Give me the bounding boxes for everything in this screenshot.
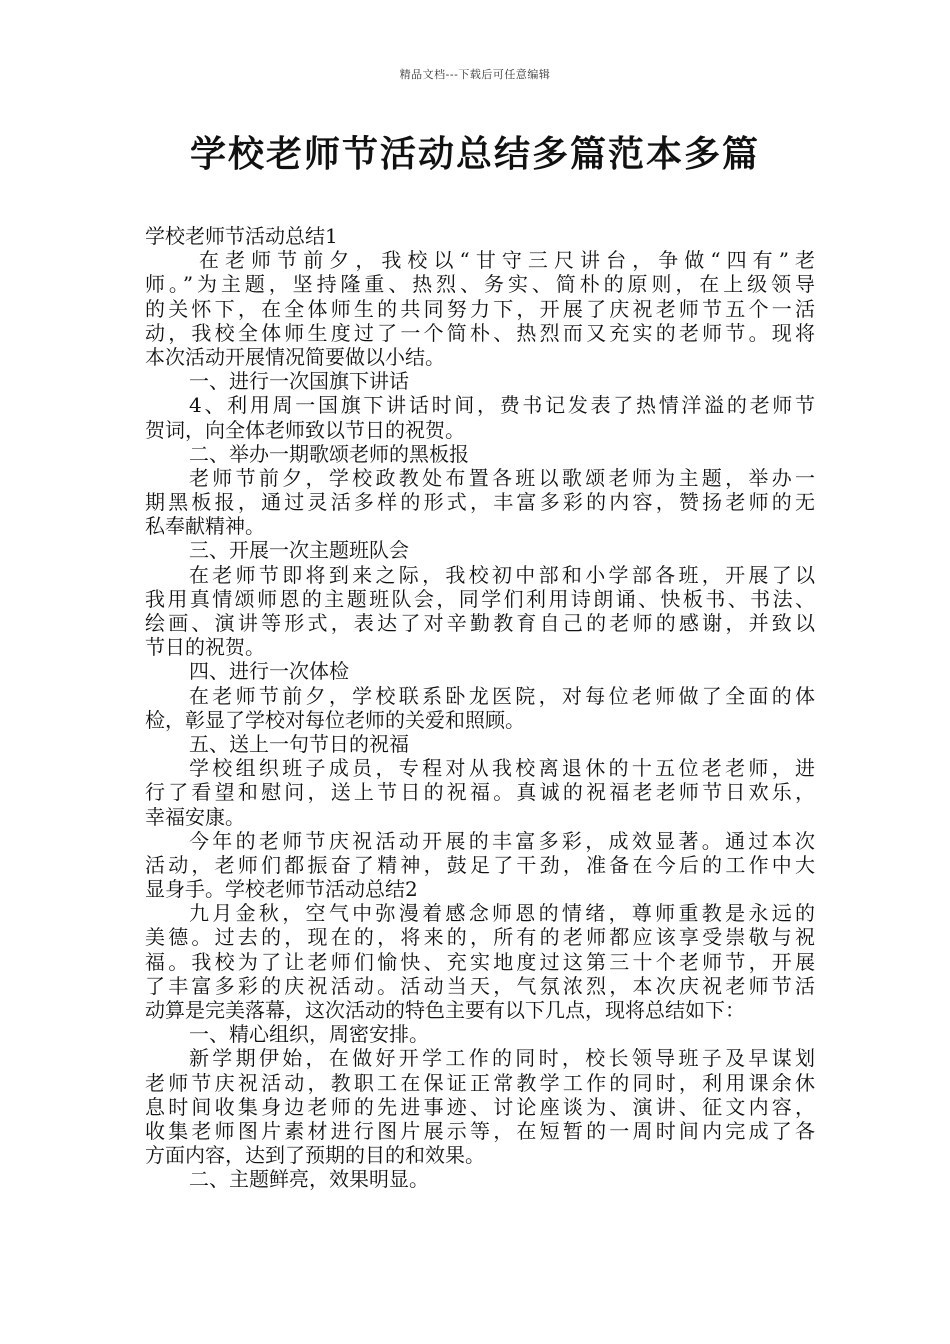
subheading: 一、进行一次国旗下讲话 <box>189 369 409 394</box>
paragraph-line: 显身手。学校老师节活动总结2 <box>145 877 418 902</box>
subheading: 三、开展一次主题班队会 <box>189 538 409 563</box>
paragraph-line: 美德。过去的，现在的，将来的，所有的老师都应该享受崇敬与祝 <box>145 925 815 950</box>
paragraph-line: 福。我校为了让老师们愉快、充实地度过这第三十个老师节，开展 <box>145 949 815 974</box>
paragraph-line: 在老师节即将到来之际，我校初中部和小学部各班，开展了以 <box>189 562 815 587</box>
paragraph-line: 今年的老师节庆祝活动开展的丰富多彩，成效显著。通过本次 <box>189 828 815 853</box>
paragraph-line: 4、利用周一国旗下讲话时间，费书记发表了热情洋溢的老师节 <box>189 393 815 418</box>
header-note: 精品文档---下载后可任意编辑 <box>399 68 551 81</box>
paragraph-line: 老师节前夕，学校政教处布置各班以歌颂老师为主题，举办一 <box>189 465 815 490</box>
subheading: 五、送上一句节日的祝福 <box>189 731 409 756</box>
paragraph-line: 在老师节前夕，学校联系卧龙医院，对每位老师做了全面的体 <box>189 683 815 708</box>
paragraph-line: 在老师节前夕，我校以“甘守三尺讲台，争做“四有”老 <box>199 248 815 273</box>
paragraph-line: 师。”为主题，坚持隆重、热烈、务实、简朴的原则，在上级领导 <box>145 272 815 297</box>
paragraph-line: 新学期伊始，在做好开学工作的同时，校长领导班子及早谋划 <box>189 1046 815 1071</box>
subheading: 二、主题鲜亮，效果明显。 <box>189 1167 429 1192</box>
document-body <box>145 224 815 1192</box>
section-heading: 学校老师节活动总结1 <box>145 224 338 248</box>
paragraph-line: 老师节庆祝活动，教职工在保证正常教学工作的同时，利用课余休 <box>145 1070 815 1095</box>
paragraph-line: 贺词，向全体老师致以节日的祝贺。 <box>145 417 465 442</box>
paragraph-line: 了丰富多彩的庆祝活动。活动当天，气氛浓烈，本次庆祝老师节活 <box>145 973 815 998</box>
paragraph-line: 行了看望和慰问，送上节日的祝福。真诚的祝福老老师节日欢乐， <box>145 780 815 805</box>
paragraph-line: 活动，老师们都振奋了精神，鼓足了干劲，准备在今后的工作中大 <box>145 852 815 877</box>
paragraph-line: 动，我校全体师生度过了一个简朴、热烈而又充实的老师节。现将 <box>145 320 815 345</box>
paragraph-line: 方面内容，达到了预期的目的和效果。 <box>145 1143 485 1168</box>
subheading: 四、进行一次体检 <box>189 659 349 684</box>
document-title: 学校老师节活动总结多篇范本多篇 <box>189 134 760 175</box>
paragraph-line: 检，彰显了学校对每位老师的关爱和照顾。 <box>145 707 525 732</box>
paragraph-line: 幸福安康。 <box>145 804 245 829</box>
paragraph-line: 绘画、演讲等形式，表达了对辛勤教育自己的老师的感谢，并致以 <box>145 611 815 635</box>
paragraph-line: 本次活动开展情况简要做以小结。 <box>145 344 445 369</box>
paragraph-line: 私奉献精神。 <box>145 514 265 539</box>
paragraph-line: 息时间收集身边老师的先进事迹、讨论座谈为、演讲、征文内容， <box>145 1094 815 1119</box>
paragraph-line: 节日的祝贺。 <box>145 635 265 660</box>
paragraph-line: 九月金秋，空气中弥漫着感念师恩的情绪，尊师重教是永远的 <box>189 901 815 926</box>
subheading: 二、举办一期歌颂老师的黑板报 <box>189 441 469 466</box>
paragraph-line: 收集老师图片素材进行图片展示等，在短暂的一周时间内完成了各 <box>145 1118 815 1143</box>
paragraph-line: 期黑板报，通过灵活多样的形式，丰富多彩的内容，赞扬老师的无 <box>145 490 815 515</box>
paragraph-line: 我用真情颂师恩的主题班队会，同学们利用诗朗诵、快板书、书法、 <box>145 586 815 611</box>
paragraph-line: 的关怀下，在全体师生的共同努力下，开展了庆祝老师节五个一活 <box>145 296 815 321</box>
subheading: 一、精心组织，周密安排。 <box>189 1022 429 1047</box>
paragraph-line: 动算是完美落幕，这次活动的特色主要有以下几点，现将总结如下： <box>145 998 745 1022</box>
paragraph-line: 学校组织班子成员，专程对从我校离退休的十五位老老师，进 <box>189 756 815 781</box>
